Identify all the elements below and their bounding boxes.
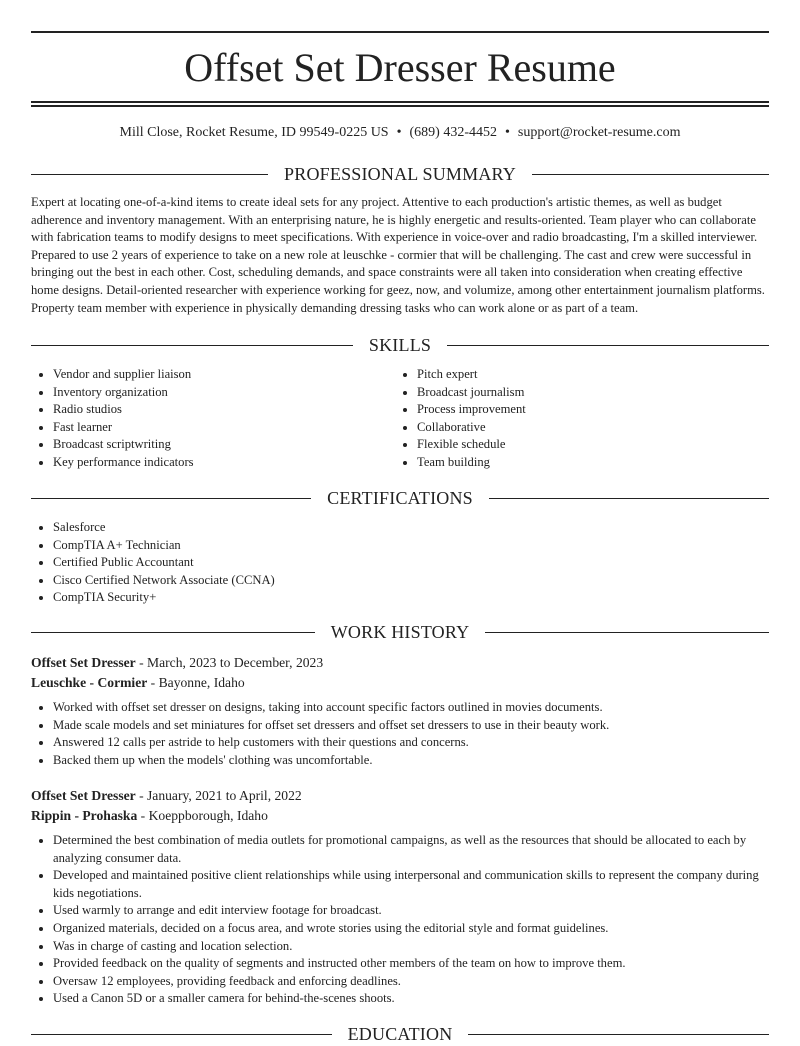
job-company: Rippin - Prohaska: [31, 808, 138, 823]
skill-item: Key performance indicators: [31, 454, 391, 472]
job-company: Leuschke - Cormier: [31, 675, 148, 690]
job-entry: [31, 786, 769, 1008]
skill-item: Pitch expert: [395, 366, 769, 384]
job-dates: - March, 2023 to December, 2023: [135, 655, 324, 670]
job-dates: - January, 2021 to April, 2022: [135, 788, 302, 803]
job-bullet: Developed and maintained positive client relationships while using interpersonal and communication skills to represent the company during kids negotiations.: [31, 867, 769, 902]
summary-text: Expert at locating one-of-a-kind items to create ideal sets for any project. Attentive to each production's artistic themes, as well as budget adherence and inventory management. With an enterprising nature, he is highly energetic and results-oriented. Team player who can collaborate with fabrication teams to modify designs to meet specifications. With experience in voice-over and radio broadcasting, I'm a skilled interviewer. Prepared to use 2 years of experience to take on a new role at leuschke - cormier that will be challenging. The cast and crew were successful in bringing out the best in each other. Cost, scheduling demands, and space constraints were all taken into consideration when creating effective home designs. Detail-oriented researcher with experience working for geez, now, and volumize, among other entertainment journalism platforms. Property team member with experience in physically demanding dressing tasks who can work alone or as part of a team.: [31, 195, 765, 315]
skills-list-right: [395, 366, 769, 472]
heading-rule: [489, 498, 769, 499]
heading-rule: [31, 174, 268, 175]
skill-item: Inventory organization: [31, 384, 391, 402]
job-title-line: [31, 653, 769, 673]
job-bullet: Used a Canon 5D or a smaller camera for behind-the-scenes shoots.: [31, 990, 769, 1008]
job-bullet: Used warmly to arrange and edit interview footage for broadcast.: [31, 902, 769, 920]
heading-rule: [31, 345, 353, 346]
job-company-line: [31, 673, 769, 693]
certification-item: CompTIA Security+: [31, 589, 769, 607]
job-bullet: Answered 12 calls per astride to help customers with their questions and concerns.: [31, 734, 769, 752]
skill-item: Fast learner: [31, 419, 391, 437]
skill-item: Broadcast journalism: [395, 384, 769, 402]
heading-rule: [532, 174, 769, 175]
skill-item: Radio studios: [31, 401, 391, 419]
job-entry: [31, 653, 769, 769]
certification-item: Certified Public Accountant: [31, 554, 769, 572]
section-title: EDUCATION: [347, 1024, 453, 1044]
job-bullet: Made scale models and set miniatures for offset set dressers and offset set dressers to use in their beauty work.: [31, 717, 769, 735]
section-heading-work-history: [31, 620, 769, 644]
job-bullets: [31, 699, 769, 769]
job-bullet: Organized materials, decided on a focus area, and wrote stories using the editorial style and format guidelines.: [31, 920, 769, 938]
contact-address: Mill Close, Rocket Resume, ID 99549-0225 US: [119, 125, 389, 140]
heading-rule: [468, 1034, 769, 1035]
page-title: Offset Set Dresser Resume: [184, 45, 616, 90]
section-heading-skills: [31, 333, 769, 357]
job-bullet: Provided feedback on the quality of segments and instructed other members of the team on how to improve them.: [31, 955, 769, 973]
heading-rule: [31, 1034, 332, 1035]
job-title: Offset Set Dresser: [31, 655, 136, 670]
contact-separator: •: [396, 125, 402, 140]
job-bullet: Determined the best combination of media outlets for promotional campaigns, as well as the resources that should be allocated to each by analyzing consumer data.: [31, 832, 769, 867]
certification-item: Cisco Certified Network Associate (CCNA): [31, 572, 769, 590]
contact-email: support@rocket-resume.com: [517, 125, 681, 140]
heading-rule: [31, 632, 315, 633]
job-bullet: Worked with offset set dresser on designs, taking into account specific factors outlined in movies documents.: [31, 699, 769, 717]
certification-item: CompTIA A+ Technician: [31, 537, 769, 555]
section-heading-summary: [31, 162, 769, 186]
heading-rule: [485, 632, 769, 633]
job-bullet: Was in charge of casting and location selection.: [31, 938, 769, 956]
title-rule-lower: [31, 105, 769, 107]
job-bullet: Backed them up when the models' clothing was uncomfortable.: [31, 752, 769, 770]
section-heading-education: [31, 1022, 769, 1046]
job-bullet: Oversaw 12 employees, providing feedback and enforcing deadlines.: [31, 973, 769, 991]
certification-item: Salesforce: [31, 519, 769, 537]
skill-item: Flexible schedule: [395, 436, 769, 454]
section-title: SKILLS: [368, 335, 432, 355]
title-rule-upper: [31, 101, 769, 103]
section-title: CERTIFICATIONS: [327, 488, 473, 508]
certifications-list: [31, 519, 769, 607]
job-title-line: [31, 786, 769, 806]
section-heading-certifications: [31, 486, 769, 510]
skills-list-left: [31, 366, 391, 472]
skill-item: Vendor and supplier liaison: [31, 366, 391, 384]
contact-separator: •: [505, 125, 510, 140]
section-title: WORK HISTORY: [330, 622, 470, 642]
heading-rule: [447, 345, 769, 346]
job-location: - Bayonne, Idaho: [147, 675, 245, 690]
contact-line: [31, 123, 769, 143]
job-bullets: [31, 832, 769, 1008]
skill-item: Broadcast scriptwriting: [31, 436, 391, 454]
skill-item: Collaborative: [395, 419, 769, 437]
heading-rule: [31, 498, 311, 499]
top-rule: [31, 31, 769, 33]
skill-item: Team building: [395, 454, 769, 472]
job-location: - Koeppborough, Idaho: [137, 808, 268, 823]
contact-phone: (689) 432-4452: [409, 125, 498, 140]
job-company-line: [31, 806, 769, 826]
job-title: Offset Set Dresser: [31, 788, 136, 803]
section-title: PROFESSIONAL SUMMARY: [284, 164, 516, 184]
skill-item: Process improvement: [395, 401, 769, 419]
